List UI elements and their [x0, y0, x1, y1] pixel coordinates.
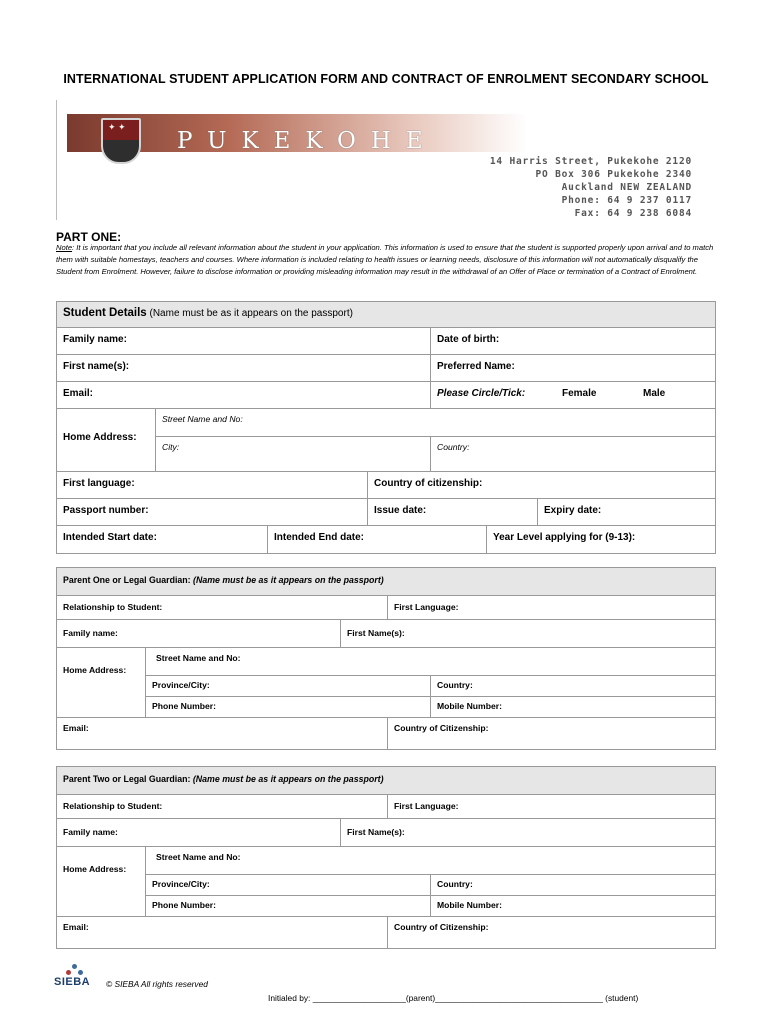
school-address — [490, 155, 692, 220]
p1-street-field[interactable]: Street Name and No: — [145, 648, 715, 676]
part-one-heading: PART ONE: — [56, 230, 122, 244]
school-header — [56, 100, 716, 220]
p2-first-language-field[interactable]: First Language: — [387, 795, 715, 818]
p1-first-language-field[interactable]: First Language: — [387, 596, 715, 619]
address-line: Auckland NEW ZEALAND — [561, 182, 692, 193]
p2-home-address-label: Home Address: — [63, 864, 127, 874]
p1-province-field[interactable]: Province/City: — [145, 676, 430, 697]
school-name: PUKEKOHE — [177, 128, 438, 154]
student-details-header — [57, 302, 715, 328]
page-title: INTERNATIONAL STUDENT APPLICATION FORM AND CONTRACT OF ENROLMENT SECONDARY SCHOOL — [63, 72, 709, 86]
school-banner — [67, 114, 527, 165]
year-level-field[interactable]: Year Level applying for (9-13): — [486, 526, 715, 553]
preferred-name-field[interactable]: Preferred Name: — [430, 355, 715, 381]
p2-citizenship-field[interactable]: Country of Citizenship: — [387, 917, 715, 948]
p2-province-field[interactable]: Province/City: — [145, 875, 430, 896]
address-line: Fax: 64 9 238 6084 — [574, 208, 692, 219]
first-names-field[interactable]: First name(s): — [63, 361, 130, 372]
issue-date-field[interactable]: Issue date: — [367, 499, 537, 525]
p1-email-field[interactable]: Email: — [63, 723, 89, 733]
parent-two-note: (Name must be as it appears on the passport) — [192, 774, 384, 784]
note-text: : It is important that you include all relevant information about the student in your application. This information is used to ensure that the student is supported properly upon arrival and to match them with suitable homestays, teachers and courses. Where information is included relating to health issues or learning needs, disclosure of this information will not automatically disqualify the Student from Enrolment. However, failure to disclose information or providing misleading information may result in the withdrawal of an Offer of Place or termination of a Contract of Enrolment. — [56, 243, 714, 276]
p1-citizenship-field[interactable]: Country of Citizenship: — [387, 718, 715, 749]
expiry-date-field[interactable]: Expiry date: — [537, 499, 715, 525]
parent-one-section — [56, 567, 716, 750]
p1-phone-field[interactable]: Phone Number: — [145, 697, 430, 717]
parent-one-note: (Name must be as it appears on the passport) — [193, 575, 384, 585]
note-paragraph — [56, 242, 716, 278]
p2-email-field[interactable]: Email: — [63, 922, 89, 932]
student-details-title: Student Details — [63, 307, 147, 319]
citizenship-field[interactable]: Country of citizenship: — [367, 472, 715, 498]
p1-first-names-field[interactable]: First Name(s): — [340, 620, 715, 647]
parent-one-header — [57, 568, 715, 596]
family-name-field[interactable]: Family name: — [63, 334, 127, 345]
p1-relationship-field[interactable]: Relationship to Student: — [63, 602, 163, 612]
p2-first-names-field[interactable]: First Name(s): — [340, 819, 715, 846]
p2-mobile-field[interactable]: Mobile Number: — [430, 896, 715, 916]
gender-female-option[interactable]: Female — [562, 388, 597, 399]
parent-one-title: Parent One or Legal Guardian: — [63, 575, 194, 585]
circle-tick-label: Please Circle/Tick: — [437, 388, 526, 399]
sieba-logo-text: SIEBA — [54, 976, 91, 988]
address-line: Phone: 64 9 237 0117 — [561, 195, 692, 206]
end-date-field[interactable]: Intended End date: — [267, 526, 486, 553]
gender-selector — [430, 382, 715, 408]
p2-country-field[interactable]: Country: — [430, 875, 715, 896]
p2-phone-field[interactable]: Phone Number: — [145, 896, 430, 916]
address-line: PO Box 306 Pukekohe 2340 — [535, 169, 692, 180]
p2-relationship-field[interactable]: Relationship to Student: — [63, 801, 163, 811]
copyright-text: © SIEBA All rights reserved — [106, 979, 208, 989]
country-field[interactable]: Country: — [430, 437, 715, 471]
address-line: 14 Harris Street, Pukekohe 2120 — [489, 156, 692, 167]
passport-number-field[interactable]: Passport number: — [63, 505, 149, 516]
p1-mobile-field[interactable]: Mobile Number: — [430, 697, 715, 717]
parent-two-header — [57, 767, 715, 795]
first-language-field[interactable]: First language: — [63, 478, 135, 489]
parent-two-section — [56, 766, 716, 949]
city-field[interactable]: City: — [155, 437, 430, 471]
start-date-field[interactable]: Intended Start date: — [63, 532, 157, 543]
initialed-by-line[interactable]: Initialed by: ____________________(parent)____________________________________ (student) — [268, 993, 639, 1003]
student-details-note: (Name must be as it appears on the passport) — [146, 308, 353, 319]
parent-two-title: Parent Two or Legal Guardian: — [63, 774, 193, 784]
street-field[interactable]: Street Name and No: — [155, 409, 715, 437]
p1-country-field[interactable]: Country: — [430, 676, 715, 697]
p1-family-name-field[interactable]: Family name: — [63, 628, 118, 638]
gender-male-option[interactable]: Male — [643, 388, 666, 399]
note-label: Note — [56, 243, 73, 252]
email-field[interactable]: Email: — [63, 388, 94, 399]
p2-family-name-field[interactable]: Family name: — [63, 827, 118, 837]
student-details-section — [56, 301, 716, 554]
sieba-logo-icon — [63, 964, 87, 976]
school-subtitle: HIGH SCHOOL — [229, 152, 382, 165]
home-address-label: Home Address: — [63, 432, 137, 443]
p2-street-field[interactable]: Street Name and No: — [145, 847, 715, 875]
date-of-birth-field[interactable]: Date of birth: — [430, 328, 715, 354]
school-crest-icon — [101, 118, 141, 164]
p1-home-address-label: Home Address: — [63, 665, 127, 675]
